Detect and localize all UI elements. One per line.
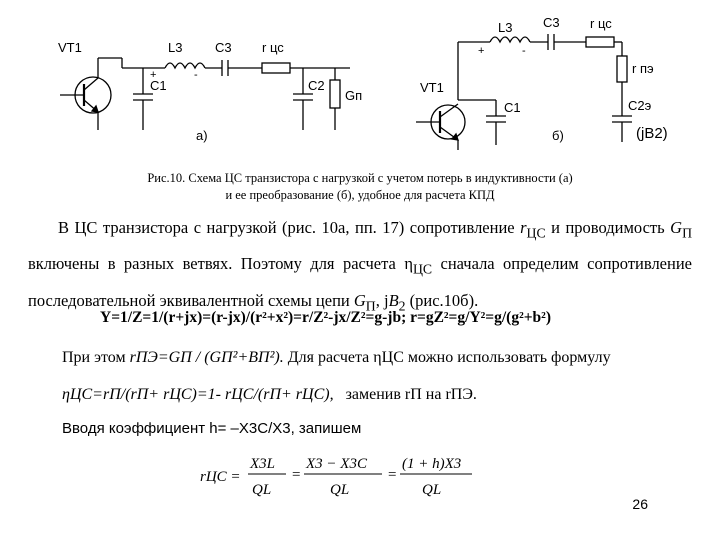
- eta-post: заменив rП на rПЭ.: [345, 386, 477, 403]
- circuit-b-labels: [420, 15, 668, 143]
- p1-eta-sub: ЦС: [412, 261, 433, 277]
- circuit-a: [60, 58, 350, 130]
- figure-caption-line1: Рис.10. Схема ЦС транзистора с нагрузкой с учетом потерь в индуктивности (а): [147, 171, 573, 185]
- circuit-a-labels: [58, 40, 362, 143]
- c2e-b-label: C2э: [628, 98, 652, 113]
- rcs-a-label: r цс: [262, 40, 284, 55]
- rpe-expr: rПЭ=GП / (GП²+BП²).: [129, 349, 284, 366]
- c1-b-label: C1: [504, 100, 521, 115]
- formula-admittance: Y=1/Z=1/(r+jx)=(r-jx)/(r²+x²)=r/Z²-jx/Z²=g-jb; r=gZ²=g/Y²=g/(g²+b²): [100, 309, 551, 326]
- eq-sign-1: =: [292, 467, 301, 483]
- frac1-den: QL: [252, 482, 272, 498]
- l3-b-label: L3: [498, 20, 513, 35]
- rpe-post: Для расчета ηЦС можно использовать формулу: [283, 349, 611, 366]
- vt1-a-label: VT1: [58, 40, 82, 55]
- eq-sign-2: =: [388, 467, 397, 483]
- line-coefficient: Вводя коэффициент h= –X3C/X3, запишем: [62, 420, 362, 437]
- p1-g: G: [670, 218, 683, 237]
- plus-b-label: +: [478, 45, 485, 57]
- p1-r-sub: ЦС: [526, 225, 546, 241]
- p1-text-e: , j: [375, 290, 389, 310]
- p1-text-a: В ЦС транзистора с нагрузкой (рис. 10а, пп. 17) сопротивление: [58, 218, 521, 237]
- circuit-diagrams: [0, 0, 720, 175]
- line-eta: [62, 386, 477, 404]
- tag-b: б): [552, 128, 564, 143]
- p1-r: r: [520, 218, 527, 237]
- frac3-den: QL: [422, 482, 442, 498]
- p1-eta: η: [404, 254, 413, 274]
- figure-caption-line2: и ее преобразование (б), удобное для расчета КПД: [225, 188, 495, 202]
- p1-b-sub: 2: [398, 297, 406, 313]
- p1-g2-sub: П: [365, 297, 376, 313]
- minus-b-label: -: [522, 45, 526, 57]
- frac3-num: (1 + h)X3: [402, 456, 462, 472]
- eta-expr: ηЦС=rП/(rП+ rЦС)=1- rЦС/(rП+ rЦС),: [62, 386, 334, 403]
- frac2-num: X3 − X3C: [306, 456, 367, 472]
- p1-text-b: и проводимость: [545, 218, 671, 237]
- line-rpe: [62, 349, 611, 367]
- c3-b-label: C3: [543, 15, 560, 30]
- p1-g-sub: П: [682, 225, 692, 241]
- page-number: 26: [632, 496, 648, 512]
- final-formula: [200, 448, 500, 504]
- plus-a-label: +: [150, 69, 157, 81]
- rcs-b-label: r цс: [590, 16, 612, 31]
- final-lhs: rЦС =: [200, 469, 241, 485]
- c2-a-label: C2: [308, 78, 325, 93]
- rpe-b-label: r пэ: [632, 61, 654, 76]
- frac1-num: X3L: [250, 456, 276, 472]
- minus-a-label: -: [194, 69, 198, 81]
- c3-a-label: C3: [215, 40, 232, 55]
- body-paragraph: [28, 212, 692, 321]
- p1-text-f: (рис.10б).: [405, 290, 479, 310]
- l3-a-label: L3: [168, 40, 183, 55]
- p1-text-d: сначала определим сопротивление последовательной эквивалентной схемы цепи: [28, 254, 692, 310]
- p1-text-c: включены в разных ветвях. Поэтому для расчета: [28, 254, 405, 274]
- p1-g2: G: [353, 290, 366, 310]
- tag-a: а): [196, 128, 208, 143]
- rpe-pre: При этом: [62, 349, 130, 366]
- gp-a-label: Gп: [345, 88, 363, 103]
- paragraph-text: [28, 212, 692, 321]
- p1-b: B: [388, 290, 399, 310]
- frac2-den: QL: [330, 482, 350, 498]
- c1-a-label: C1: [150, 78, 167, 93]
- jb2-label: (jB2): [636, 125, 668, 142]
- vt1-b-label: VT1: [420, 80, 444, 95]
